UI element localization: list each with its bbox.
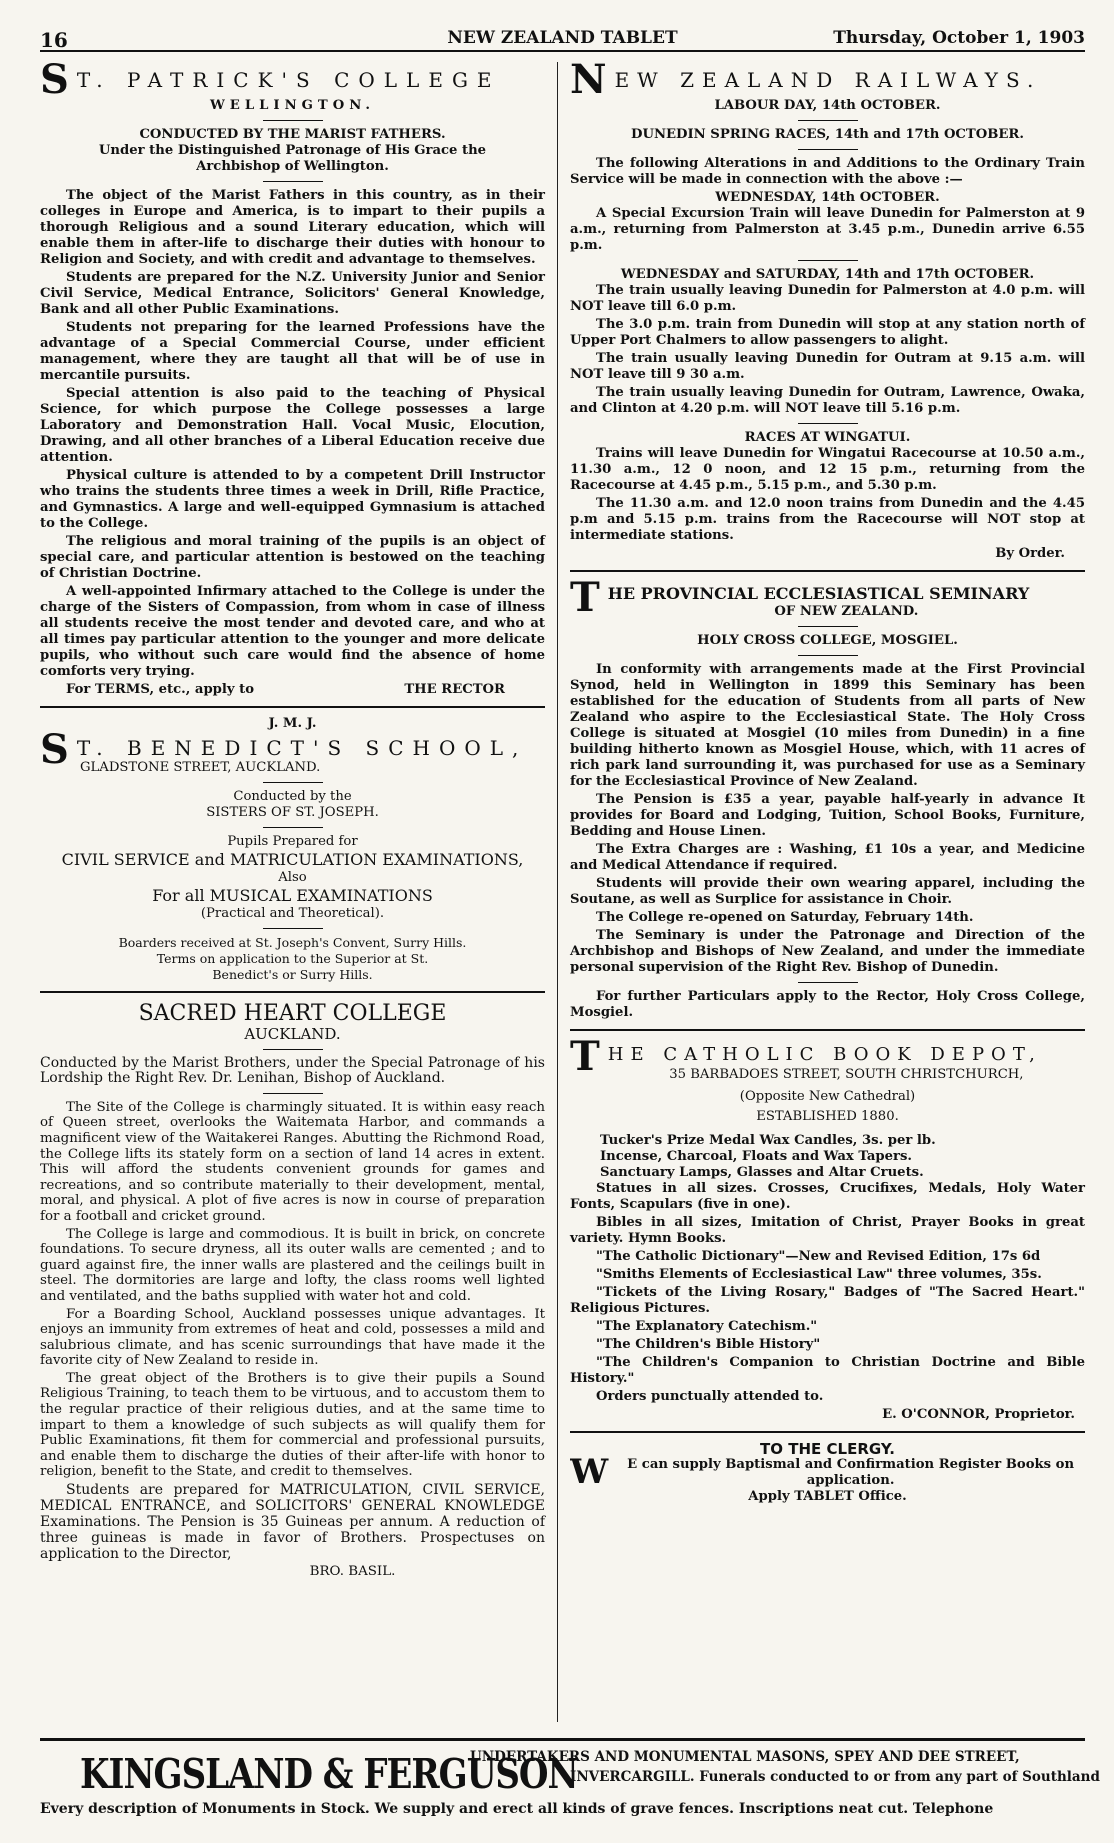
apply: Apply TABLET Office. bbox=[748, 1489, 907, 1504]
drop-cap: N bbox=[570, 62, 607, 98]
college-name: HOLY CROSS COLLEGE, MOSGIEL. bbox=[697, 633, 958, 648]
section-rule bbox=[570, 570, 1085, 572]
sisters: SISTERS OF ST. JOSEPH. bbox=[206, 805, 379, 820]
column-divider bbox=[557, 62, 558, 1722]
product-list bbox=[570, 1133, 1085, 1181]
ad-title: EW ZEALAND RAILWAYS. bbox=[614, 68, 1042, 92]
section-rule bbox=[40, 706, 545, 708]
terms-line bbox=[40, 682, 545, 698]
list-item: Sanctuary Lamps, Glasses and Altar Cruets. bbox=[600, 1165, 924, 1180]
paragraph: Students not preparing for the learned Professions have the advantage of a Special Commercial Course, under efficient management, where they are taught all that will be of use in mercantile pursuits. bbox=[40, 320, 545, 383]
paragraph: The Extra Charges are : Washing, £1 10s a year, and Medicine and Medical Attendance if required. bbox=[570, 842, 1085, 873]
paragraph: Trains will leave Dunedin for Wingatui Racecourse at 10.50 a.m., 11.30 a.m., 12 0 noon, and 12 15 p.m., returning from the Racecourse at 4.45 p.m., 5.15 p.m., and 5.30 p.m. bbox=[570, 446, 1085, 493]
ad-place: WELLINGTON. bbox=[210, 98, 375, 113]
rector: THE RECTOR bbox=[404, 682, 505, 697]
terms: Terms on application to the Superior at St. bbox=[156, 951, 429, 966]
divider bbox=[263, 1049, 323, 1050]
drop-cap: W bbox=[570, 1457, 609, 1489]
list-item: Incense, Charcoal, Floats and Wax Tapers. bbox=[600, 1149, 912, 1164]
paragraph: Students are prepared for MATRICULATION, CIVIL SERVICE, MEDICAL ENTRANCE, and SOLICITORS' GENERAL KNOWLEDGE Examinations. The Pension is 35 Guineas per annum. A reduction of three guineas is made in favor of Brothers. Prospectuses on application to the Director, bbox=[40, 1482, 545, 1563]
proprietor: E. O'CONNOR, Proprietor. bbox=[882, 1407, 1075, 1422]
page-header bbox=[40, 28, 1085, 52]
ad-title: HE CATHOLIC BOOK DEPOT, bbox=[607, 1044, 1042, 1065]
clergy-text: E can supply Baptismal and Confirmation Register Books on application. bbox=[627, 1457, 1075, 1488]
footer-line-2: INVERCARGILL. Funerals conducted to or from any part of Southland bbox=[570, 1769, 1100, 1785]
ad-address: GLADSTONE STREET, AUCKLAND. bbox=[80, 760, 321, 775]
paragraph: The 3.0 p.m. train from Dunedin will stop at any station north of Upper Port Chalmers to allow passengers to alight. bbox=[570, 317, 1085, 348]
list-item: Orders punctually attended to. bbox=[596, 1389, 824, 1404]
paragraph: The Site of the College is charmingly situated. It is within easy reach of Queen street, overlooks the Waitemata Harbor, and commands a magnificent view of the Waitakerei Ranges. Abutting the Richmond Road, the College lifts its stately form on a section of land 14 acres in extent. This will afford the students convenient grounds for games and recreations, and so contribute materially to their development, mental, moral, and physical. A plot of five acres is now in course of preparation for a football and cricket ground. bbox=[40, 1099, 545, 1224]
firm-name: KINGSLAND & FERGUSON bbox=[80, 1751, 578, 1799]
section-rule bbox=[570, 1431, 1085, 1433]
divider bbox=[798, 982, 858, 983]
drop-cap: T bbox=[570, 580, 600, 620]
clergy-ad bbox=[570, 1441, 1085, 1505]
boarders: Boarders received at St. Joseph's Convent, Surry Hills. bbox=[118, 935, 467, 950]
list-item: "The Catholic Dictionary"—New and Revised Edition, 17s 6d bbox=[596, 1249, 1041, 1264]
paragraph: Special attention is also paid to the teaching of Physical Science, for which purpose the College possesses a large Laboratory and Demonstration Hall. Vocal Music, Elocution, Drawing, and all other branches of a Liberal Education receive due attention. bbox=[40, 386, 545, 465]
divider bbox=[263, 928, 323, 929]
paragraph: The following Alterations in and Additions to the Ordinary Train Service will be made in connection with the above :— bbox=[570, 156, 1085, 187]
page-number: 16 bbox=[40, 28, 68, 52]
list-item: "The Children's Companion to Christian Doctrine and Bible History." bbox=[570, 1355, 1085, 1386]
paragraph: Physical culture is attended to by a competent Drill Instructor who trains the students three times a week in Drill, Rifle Practice, and Gymnastics. A large and well-equipped Gymnasium is attached to the College. bbox=[40, 468, 545, 531]
st-patricks-ad bbox=[40, 62, 545, 698]
wed-sat: WEDNESDAY and SATURDAY, 14th and 17th OCTOBER. bbox=[620, 267, 1035, 282]
paragraph: The train usually leaving Dunedin for Palmerston at 4.0 p.m. will NOT leave till 6.0 p.m. bbox=[570, 283, 1085, 314]
conducted: Conducted by the bbox=[233, 789, 352, 804]
patronage: Under the Distinguished Patronage of His Grace the Archbishop of Wellington. bbox=[98, 143, 487, 174]
list-item: Bibles in all sizes, Imitation of Christ, Prayer Books in great variety. Hymn Books. bbox=[570, 1215, 1085, 1246]
divider bbox=[798, 120, 858, 121]
musical: For all MUSICAL EXAMINATIONS bbox=[152, 886, 433, 905]
ad-title: SACRED HEART COLLEGE bbox=[138, 1001, 447, 1026]
further-particulars: For further Particulars apply to the Rector, Holy Cross College, Mosgiel. bbox=[570, 989, 1085, 1020]
ad-place: AUCKLAND. bbox=[244, 1025, 341, 1043]
ad-title: T. PATRICK'S COLLEGE bbox=[76, 68, 501, 92]
ad-title: TO THE CLERGY. bbox=[760, 1440, 895, 1458]
paragraph: The great object of the Brothers is to give their pupils a Sound Religious Training, to teach them to be virtuous, and to accustom them to the regular practice of their religious duties, and at the same time to impart to them a knowledge of such subjects as will qualify them for Public Examinations, fit them for commercial and professional pursuits, and enable them to discharge the duties of their after-life with honor to religion, benefit to the State, and credit to themselves. bbox=[40, 1370, 545, 1480]
paragraph: Students are prepared for the N.Z. University Junior and Senior Civil Service, Medical Entrance, Solicitors' General Knowledge, Bank and all other Public Examinations. bbox=[40, 270, 545, 317]
paragraph: The Pension is £35 a year, payable half-yearly in advance It provides for Board and Lodging, Tuition, School Books, Furniture, Bedding and House Linen. bbox=[570, 792, 1085, 839]
sacred-heart-ad bbox=[40, 1001, 545, 1580]
list-item: "Smiths Elements of Ecclesiastical Law" three volumes, 35s. bbox=[596, 1267, 1042, 1282]
list-item: "Tickets of the Living Rosary," Badges of "The Sacred Heart." Religious Pictures. bbox=[570, 1285, 1085, 1316]
pupils: Pupils Prepared for bbox=[227, 834, 358, 849]
section-rule bbox=[570, 1029, 1085, 1031]
divider bbox=[798, 423, 858, 424]
list-item: "The Children's Bible History" bbox=[596, 1337, 821, 1352]
paragraph: A well-appointed Infirmary attached to the College is under the charge of the Sisters of Compassion, from whom in case of illness all students receive the most tender and devoted care, and who at all times pay particular attention to the younger and more delicate pupils, who without such care would find the absence of home comforts very trying. bbox=[40, 584, 545, 679]
divider bbox=[798, 655, 858, 656]
labour-day: LABOUR DAY, 14th OCTOBER. bbox=[714, 98, 941, 113]
ad-title: T. BENEDICT'S SCHOOL, bbox=[76, 736, 528, 760]
footer-advert bbox=[40, 1738, 1100, 1817]
drop-cap: T bbox=[570, 1039, 600, 1080]
right-column bbox=[570, 62, 1085, 1511]
intro: Conducted by the Marist Brothers, under the Special Patronage of his Lordship the Right Rev. Dr. Lenihan, Bishop of Auckland. bbox=[40, 1054, 545, 1087]
railways-ad bbox=[570, 62, 1085, 562]
races-wingatui: RACES AT WINGATUI. bbox=[744, 430, 911, 445]
practical: (Practical and Theoretical). bbox=[200, 906, 385, 921]
signature: BRO. BASIL. bbox=[309, 1564, 396, 1580]
dunedin-races: DUNEDIN SPRING RACES, 14th and 17th OCTOBER. bbox=[631, 127, 1024, 142]
list-item: Tucker's Prize Medal Wax Candles, 3s. per lb. bbox=[600, 1133, 936, 1148]
benedicts: Benedict's or Surry Hills. bbox=[212, 967, 373, 982]
drop-cap: S bbox=[40, 732, 69, 773]
ad-title: HE PROVINCIAL ECCLESIASTICAL SEMINARY bbox=[607, 584, 1030, 603]
list-item: "The Explanatory Catechism." bbox=[596, 1319, 818, 1334]
paragraph: Students will provide their own wearing apparel, including the Soutane, as well as Surplice for assistance in Choir. bbox=[570, 876, 1085, 907]
also: Also bbox=[278, 870, 307, 885]
paragraph: The College re-opened on Saturday, February 14th. bbox=[596, 910, 974, 925]
st-benedicts-ad bbox=[40, 716, 545, 983]
wednesday: WEDNESDAY, 14th OCTOBER. bbox=[715, 190, 940, 205]
paragraph: For a Boarding School, Auckland possesses unique advantages. It enjoys an immunity from extremes of heat and cold, possesses a mild and salubrious climate, and has scenic surroundings that have made it the favorite city of New Zealand to reside in. bbox=[40, 1306, 545, 1369]
ad-address: 35 BARBADOES STREET, SOUTH CHRISTCHURCH, bbox=[669, 1067, 1024, 1082]
left-column bbox=[40, 62, 545, 1586]
conducted-by: CONDUCTED BY THE MARIST FATHERS. bbox=[139, 127, 446, 142]
drop-cap: S bbox=[40, 62, 69, 98]
paragraph: The 11.30 a.m. and 12.0 noon trains from Dunedin and the 4.45 p.m and 5.15 p.m. trains from the Racecourse will NOT stop at intermediate stations. bbox=[570, 496, 1085, 543]
list-item: Statues in all sizes. Crosses, Crucifixes, Medals, Holy Water Fonts, Scapulars (five in one). bbox=[570, 1181, 1085, 1212]
paragraph: A Special Excursion Train will leave Dunedin for Palmerston at 9 a.m., returning from Palmerston at 3.45 p.m., Dunedin arrive 6.55 p.m. bbox=[570, 206, 1085, 253]
footer-line-1: UNDERTAKERS AND MONUMENTAL MASONS, SPEY AND DEE STREET, bbox=[470, 1749, 1020, 1765]
book-depot-ad bbox=[570, 1039, 1085, 1423]
seminary-ad bbox=[570, 580, 1085, 1021]
paragraph: In conformity with arrangements made at the First Provincial Synod, held in Wellington in 1899 this Seminary has been established for the education of Students from all parts of New Zealand who aspire to the Ecclesiastical State. The Holy Cross College is situated at Mosgiel (10 miles from Dunedin) in a fine building hitherto known as Mosgiel House, which, with 11 acres of rich park land surrounding it, was purchased for use as a Seminary for the Ecclesiastical Province of New Zealand. bbox=[570, 662, 1085, 789]
opposite: (Opposite New Cathedral) bbox=[739, 1089, 916, 1104]
divider bbox=[263, 782, 323, 783]
paper-title: NEW ZEALAND TABLET bbox=[447, 28, 678, 48]
paragraph: The College is large and commodious. It is built in brick, on concrete foundations. To secure dryness, all its outer walls are cemented ; and to guard against fire, the inner walls are plastered and the ceilings built in steel. The dormitories are large and lofty, the class rooms well lighted and ventilated, and the baths supplied with water hot and cold. bbox=[40, 1226, 545, 1304]
divider bbox=[263, 120, 323, 121]
divider bbox=[263, 827, 323, 828]
jmj: J. M. J. bbox=[268, 716, 317, 731]
by-order: By Order. bbox=[995, 546, 1065, 561]
divider bbox=[798, 626, 858, 627]
divider bbox=[798, 260, 858, 261]
divider bbox=[263, 181, 323, 182]
terms-text: For TERMS, etc., apply to bbox=[66, 682, 255, 697]
footer-line-3: Every description of Monuments in Stock. We supply and erect all kinds of grave fences. Inscriptions neat cut. Telephone bbox=[40, 1801, 994, 1817]
divider bbox=[263, 1093, 323, 1094]
paragraph: The object of the Marist Fathers in this country, as in their colleges in Europe and America, is to impart to their pupils a thorough Religious and a sound Literary education, which will enable them in after-life to discharge their duties with honour to Religion and Society, and with credit and advantage to themselves. bbox=[40, 188, 545, 267]
paragraph: The train usually leaving Dunedin for Outram, Lawrence, Owaka, and Clinton at 4.20 p.m. will NOT leave till 5.16 p.m. bbox=[570, 385, 1085, 416]
issue-date: Thursday, October 1, 1903 bbox=[833, 28, 1085, 48]
paragraph: The train usually leaving Dunedin for Outram at 9.15 a.m. will NOT leave till 9 30 a.m. bbox=[570, 351, 1085, 382]
civil: CIVIL SERVICE and MATRICULATION EXAMINATIONS, bbox=[61, 850, 524, 869]
divider bbox=[798, 149, 858, 150]
paragraph: The Seminary is under the Patronage and Direction of the Archbishop and Bishops of New Zealand, and under the immediate personal supervision of the Right Rev. Bishop of Dunedin. bbox=[570, 928, 1085, 975]
established: ESTABLISHED 1880. bbox=[756, 1109, 899, 1124]
paragraph: The religious and moral training of the pupils is an object of special care, and particular attention is bestowed on the teaching of Christian Doctrine. bbox=[40, 534, 545, 581]
ad-subtitle: OF NEW ZEALAND. bbox=[774, 604, 919, 619]
section-rule bbox=[40, 991, 545, 993]
